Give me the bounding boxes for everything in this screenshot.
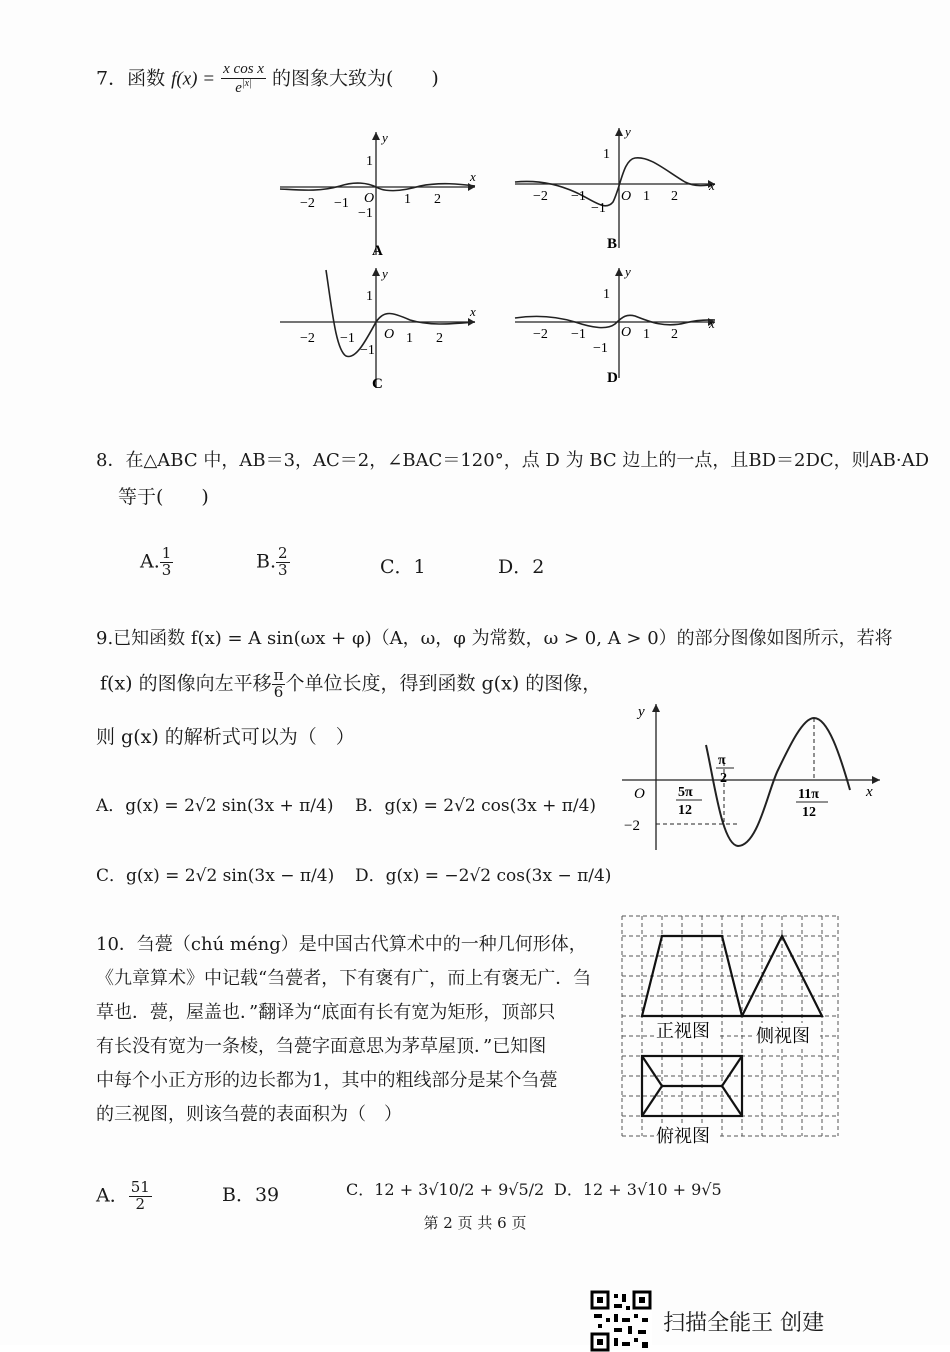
graph-A-xlabel: x (470, 169, 476, 184)
graph-A-ylabel: y (382, 130, 388, 145)
q9-graph-pi: π (718, 753, 726, 768)
q8-stem-line1: 8．在△ABC 中，AB＝3，AC＝2，∠BAC＝120°，点 D 为 BC 边上的一点，且BD＝2DC，则AB·AD (96, 450, 930, 471)
graph-C-origin: O (384, 327, 395, 342)
graph-A-tick-m1: −1 (334, 196, 349, 211)
q10-line: 的三视图，则该刍甍的表面积为（ ） (96, 1104, 402, 1125)
q10-stem (96, 928, 606, 1132)
q9-graph-origin: O (634, 786, 645, 802)
graph-A-tick-m2: −2 (300, 196, 315, 211)
front-view-label: 正视图 (656, 1021, 710, 1041)
graph-B-tick-m2: −2 (533, 189, 548, 204)
graph-B-tick-y1: 1 (603, 147, 610, 162)
graph-D (515, 264, 715, 386)
q7-graphs (270, 120, 730, 400)
q9-option-d: D．g(x) = −2√2 cos(3x − π/4) (355, 866, 612, 886)
graph-B-origin: O (621, 189, 632, 204)
graph-D-tick-y1: 1 (603, 287, 610, 302)
q10-three-view (618, 912, 844, 1148)
graph-A-tick-1: 1 (404, 192, 411, 207)
top-view-label: 俯视图 (656, 1126, 710, 1146)
graph-B-xlabel: x (709, 178, 715, 193)
graph-B (515, 124, 715, 252)
q9-graph-12a: 12 (678, 803, 692, 818)
graph-C-tick-m2: −2 (300, 331, 315, 346)
q7-fraction: $\frac{\text{x cos x}}{e^{|x|}}$ (223, 61, 264, 96)
graph-A-origin: O (364, 191, 375, 206)
graph-D-name: D (607, 370, 618, 386)
q9-graph-xlabel: x (866, 784, 873, 800)
q9-stem-line3: 则 g(x) 的解析式可以为（ ） (96, 726, 355, 748)
q8-option-c: C．1 (380, 556, 426, 578)
q9-graph-11pi: 11π (798, 787, 819, 802)
q10-option-a: A． $\frac{51}{2}$ (96, 1178, 150, 1213)
q9-option-c: C．g(x) = 2√2 sin(3x − π/4) (96, 866, 335, 886)
q10-line: 草也．甍，屋盖也．”翻译为“底面有长有宽为矩形，顶部只 (96, 1002, 556, 1023)
q8-option-a: A. $\frac{1}{3}$ (140, 544, 172, 579)
graph-C-name: C (372, 376, 383, 392)
graph-D-origin: O (621, 325, 632, 340)
graph-D-tick-m1: −1 (571, 327, 586, 342)
graph-D-tick-2: 2 (671, 327, 678, 342)
q8-option-d: D．2 (498, 556, 545, 578)
graph-B-ylabel: y (625, 124, 631, 139)
graph-A-tick-ym1: −1 (358, 206, 373, 221)
q9-graph-neg2: −2 (624, 818, 640, 834)
q9-graph-two: 2 (720, 771, 727, 786)
graph-C-tick-2: 2 (436, 331, 443, 346)
graph-C-tick-m1: −1 (340, 331, 355, 346)
q8-stem-line2: 等于( ) (118, 486, 209, 508)
graph-B-name: B (607, 236, 618, 252)
graph-C-tick-ym1: −1 (360, 343, 375, 358)
graph-C-tick-1: 1 (406, 331, 413, 346)
q9-graph-ylabel: y (638, 704, 645, 720)
graph-A-name: A (372, 243, 383, 259)
graph-B-tick-2: 2 (671, 189, 678, 204)
q9-graph-12b: 12 (802, 805, 816, 820)
graph-A-tick-y1: 1 (366, 154, 373, 169)
q9-graph (618, 700, 888, 860)
graph-D-xlabel: x (709, 316, 715, 331)
q9-stem-line2: f(x) 的图像向左平移 $\frac{\pi}{6}$ 个单位长度，得到函数 g(x) 的图像， (100, 666, 602, 701)
q10-line: 有长没有宽为一条棱，刍甍字面意思为茅草屋顶．”已知图 (96, 1036, 547, 1057)
q10-option-c: C．12 + 3√10/2 + 9√5/2 (346, 1180, 545, 1199)
side-view-label: 侧视图 (756, 1026, 810, 1046)
graph-C-xlabel: x (470, 304, 476, 319)
graph-A-tick-2: 2 (434, 192, 441, 207)
q9-option-a: A．g(x) = 2√2 sin(3x + π/4) (96, 796, 334, 816)
q10-option-b: B．39 (222, 1184, 280, 1206)
graph-D-ylabel: y (625, 264, 631, 279)
graph-A (280, 130, 476, 259)
q7-stem: 7．函数 f(x) = $\frac{\text{x cos x}}{e^{|x|}}$ 的图象大致为( ) (96, 61, 439, 96)
graph-B-tick-1: 1 (643, 189, 650, 204)
graph-B-tick-ym1: −1 (591, 201, 606, 216)
q9-stem-line1: 9.已知函数 f(x) = A sin(ωx + φ)（A，ω，φ 为常数，ω > 0, A > 0）的部分图像如图所示，若将 (96, 628, 893, 649)
graph-C-ylabel: y (382, 266, 388, 281)
graph-C (280, 266, 476, 392)
page-footer: 第 2 页 共 6 页 (423, 1214, 527, 1232)
q8-option-b: B. $\frac{2}{3}$ (256, 544, 288, 579)
q9-graph-5pi: 5π (678, 785, 693, 800)
q10-line: 10．刍甍（chú méng）是中国古代算术中的一种几何形体， (96, 934, 587, 955)
graph-D-tick-1: 1 (643, 327, 650, 342)
q9-option-b: B．g(x) = 2√2 cos(3x + π/4) (355, 796, 597, 816)
qr-code-icon (590, 1290, 652, 1352)
scanner-text: 扫描全能王 创建 (663, 1310, 825, 1336)
graph-B-tick-m1: −1 (571, 189, 586, 204)
graph-D-tick-ym1: −1 (593, 341, 608, 356)
graph-C-tick-y1: 1 (366, 289, 373, 304)
q10-line: 《九章算术》中记载“刍甍者，下有褒有广，而上有褒无广．刍 (96, 968, 592, 989)
q10-line: 中每个小正方形的边长都为1，其中的粗线部分是某个刍甍 (96, 1070, 558, 1091)
scanner-watermark (590, 1290, 824, 1352)
q10-option-d: D．12 + 3√10 + 9√5 (554, 1180, 722, 1199)
graph-D-tick-m2: −2 (533, 327, 548, 342)
